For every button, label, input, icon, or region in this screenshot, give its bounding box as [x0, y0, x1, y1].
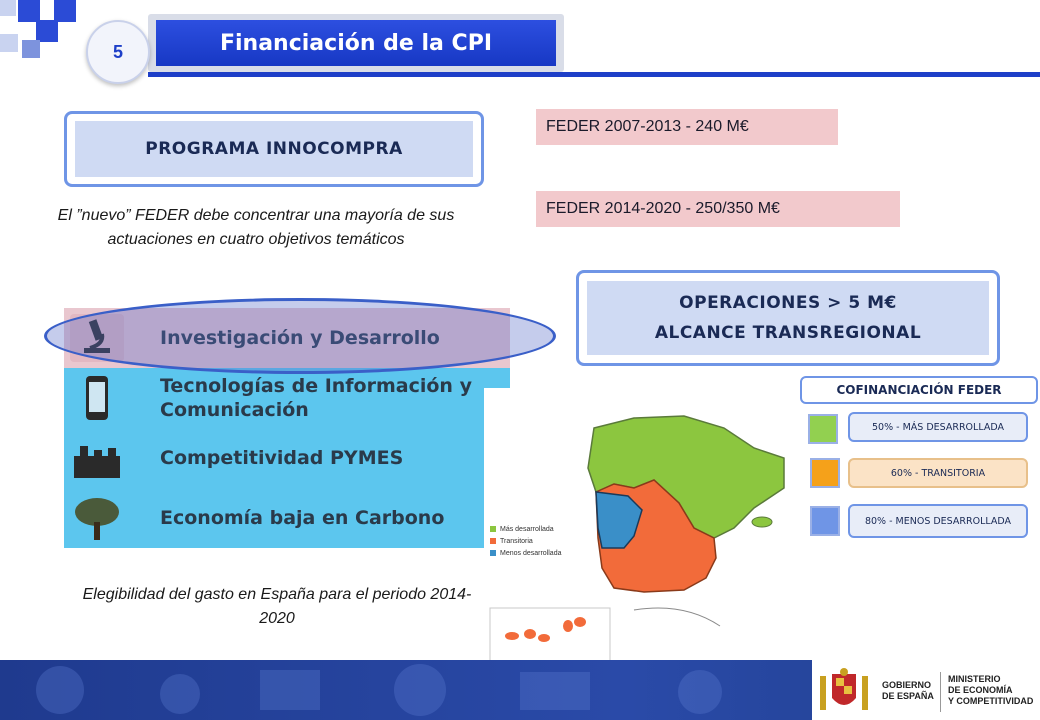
program-box: [64, 111, 484, 187]
header-decor-square: [18, 0, 40, 22]
eligibility-text: Elegibilidad del gasto en España para el periodo 2014-2020: [82, 586, 472, 627]
cofinancing-swatch: [808, 414, 838, 444]
page-title: Financiación de la CPI: [156, 20, 556, 66]
map-legend-item: Transitoria: [500, 538, 533, 545]
cofinancing-swatch: [810, 458, 840, 488]
theme-row: [64, 428, 510, 488]
smartphone-icon: [70, 374, 124, 422]
operations-line-1: OPERACIONES > 5 M€: [679, 293, 897, 313]
cofinancing-label: 80% - MENOS DESARROLLADA: [848, 504, 1028, 538]
ministry-line-1: MINISTERIO: [948, 674, 1001, 684]
gov-line-1: GOBIERNO: [882, 680, 932, 690]
government-logo-panel: [812, 660, 1040, 720]
operations-box: [576, 270, 1000, 366]
cofinancing-label: 50% - MÁS DESARROLLADA: [848, 412, 1028, 442]
coat-of-arms-icon: [818, 666, 870, 716]
theme-label: Investigación y Desarrollo: [160, 327, 440, 349]
map-legend-item: Más desarrollada: [500, 526, 554, 533]
slide-number: 5: [86, 20, 150, 84]
header-decor-square: [0, 0, 16, 16]
header-decor-square: [0, 34, 18, 52]
operations-line-2: ALCANCE TRANSREGIONAL: [654, 323, 922, 343]
feder-2014-2020: FEDER 2014-2020 - 250/350 M€: [536, 191, 900, 227]
logo-divider: [940, 672, 941, 712]
cofinancing-swatch: [810, 506, 840, 536]
cofinancing-label: 60% - TRANSITORIA: [848, 458, 1028, 488]
tree-icon: [70, 494, 124, 542]
map-legend-item: Menos desarrollada: [500, 550, 562, 557]
factory-icon: [70, 434, 124, 482]
program-label: PROGRAMA INNOCOMPRA: [75, 121, 473, 177]
theme-row: [64, 368, 510, 428]
ministry-line-3: Y COMPETITIVIDAD: [948, 696, 1034, 706]
theme-row: [64, 488, 510, 548]
header-decor-square: [54, 0, 76, 22]
header-rule: [148, 72, 1040, 77]
map-legend: [500, 524, 561, 560]
feder-2007-2013: FEDER 2007-2013 - 240 M€: [536, 109, 838, 145]
ministry-line-2: DE ECONOMÍA: [948, 685, 1013, 695]
cofinancing-title: COFINANCIACIÓN FEDER: [800, 376, 1038, 404]
header-decor-square: [22, 40, 40, 58]
intro-text: El ”nuevo” FEDER debe concentrar una mayoría de sus actuaciones en cuatro objetivos temáticos: [57, 207, 455, 248]
theme-label: Tecnologías de Información y Comunicación: [160, 375, 472, 421]
highlight-ellipse: [44, 298, 556, 374]
theme-label: Economía baja en Carbono: [160, 507, 445, 529]
header-decor-square: [36, 20, 58, 42]
gov-line-2: DE ESPAÑA: [882, 691, 934, 701]
theme-label: Competitividad PYMES: [160, 447, 404, 469]
